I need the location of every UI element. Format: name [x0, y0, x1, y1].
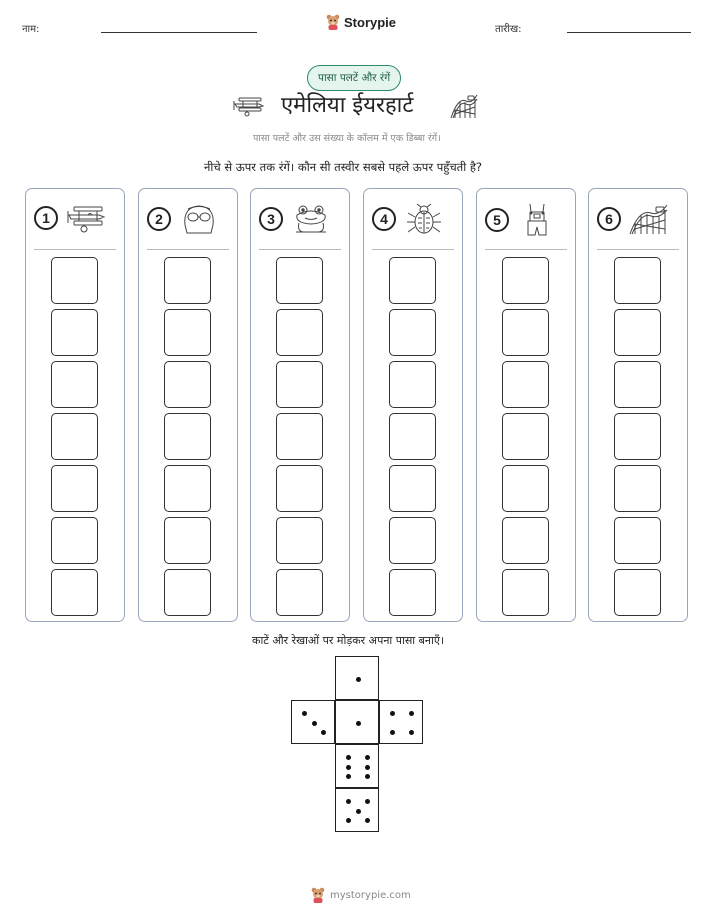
- die-face-top: [335, 656, 379, 700]
- roller-coaster-icon: [629, 203, 669, 235]
- color-boxes: [389, 257, 436, 621]
- color-box[interactable]: [164, 309, 211, 356]
- color-box[interactable]: [614, 413, 661, 460]
- column-divider: [147, 249, 229, 250]
- column-4: [363, 188, 463, 622]
- footer: [311, 887, 411, 903]
- die-face-lower: [335, 744, 379, 788]
- color-box[interactable]: [614, 569, 661, 616]
- die-pip: [356, 677, 361, 682]
- column-1: [25, 188, 125, 622]
- color-box[interactable]: [276, 413, 323, 460]
- color-box[interactable]: [614, 257, 661, 304]
- color-box[interactable]: [614, 517, 661, 564]
- subtitle: पासा पलटें और उस संख्या के कॉलम में एक डिब्बा रंगें।: [253, 133, 441, 144]
- color-box[interactable]: [614, 361, 661, 408]
- color-box[interactable]: [164, 413, 211, 460]
- column-number: 3: [259, 207, 283, 231]
- beetle-icon: [404, 203, 444, 235]
- die-face-bottom: [335, 788, 379, 832]
- color-box[interactable]: [502, 517, 549, 564]
- color-box[interactable]: [614, 465, 661, 512]
- column-number: 6: [597, 207, 621, 231]
- die-pip: [365, 755, 370, 760]
- date-line[interactable]: [567, 32, 691, 33]
- color-box[interactable]: [502, 257, 549, 304]
- page-title: एमेलिया ईयरहार्ट: [281, 93, 414, 118]
- color-box[interactable]: [51, 257, 98, 304]
- column-header: [597, 203, 669, 235]
- die-pip: [365, 799, 370, 804]
- die-pip: [356, 809, 361, 814]
- color-boxes: [51, 257, 98, 621]
- color-box[interactable]: [164, 569, 211, 616]
- activity-badge: पासा पलटें और रंगें: [307, 65, 401, 91]
- column-number: 4: [372, 207, 396, 231]
- bear-mascot-icon: [311, 887, 325, 903]
- die-pip: [409, 730, 414, 735]
- overalls-icon: [517, 203, 557, 237]
- color-boxes: [164, 257, 211, 621]
- color-box[interactable]: [276, 361, 323, 408]
- column-header: [34, 203, 106, 233]
- column-header: [485, 203, 557, 237]
- color-box[interactable]: [389, 465, 436, 512]
- aviator-helmet-icon: [179, 203, 219, 235]
- die-face-right: [379, 700, 423, 744]
- die-pip: [346, 755, 351, 760]
- column-2: [138, 188, 238, 622]
- color-box[interactable]: [276, 309, 323, 356]
- color-box[interactable]: [276, 257, 323, 304]
- column-header: [147, 203, 219, 235]
- column-divider: [485, 249, 567, 250]
- die-face-center: [335, 700, 379, 744]
- column-divider: [597, 249, 679, 250]
- color-box[interactable]: [51, 309, 98, 356]
- color-box[interactable]: [164, 517, 211, 564]
- brand-name: Storypie: [344, 14, 397, 30]
- color-box[interactable]: [276, 465, 323, 512]
- column-number: 2: [147, 207, 171, 231]
- biplane-icon: [66, 203, 106, 233]
- color-box[interactable]: [389, 361, 436, 408]
- column-6: [588, 188, 688, 622]
- column-header: [372, 203, 444, 235]
- die-pip: [356, 721, 361, 726]
- color-box[interactable]: [51, 569, 98, 616]
- column-header: [259, 203, 331, 235]
- roller-coaster-icon: [450, 93, 478, 119]
- color-box[interactable]: [276, 517, 323, 564]
- column-5: [476, 188, 576, 622]
- die-pip: [346, 818, 351, 823]
- column-divider: [34, 249, 116, 250]
- die-pip: [365, 774, 370, 779]
- bear-mascot-icon: [326, 14, 340, 30]
- color-boxes: [614, 257, 661, 621]
- column-number: 5: [485, 208, 509, 232]
- color-box[interactable]: [164, 465, 211, 512]
- die-pip: [365, 818, 370, 823]
- brand-logo: [326, 14, 396, 30]
- column-3: [250, 188, 350, 622]
- color-boxes: [502, 257, 549, 621]
- color-box[interactable]: [389, 257, 436, 304]
- color-box[interactable]: [389, 309, 436, 356]
- color-box[interactable]: [614, 309, 661, 356]
- die-pip: [346, 774, 351, 779]
- die-pip: [346, 765, 351, 770]
- color-box[interactable]: [502, 569, 549, 616]
- color-box[interactable]: [389, 569, 436, 616]
- name-line[interactable]: [101, 32, 257, 33]
- die-pip: [312, 721, 317, 726]
- cut-instruction: काटें और रेखाओं पर मोड़कर अपना पासा बनाएँ।: [252, 634, 445, 647]
- column-divider: [372, 249, 454, 250]
- color-box[interactable]: [502, 309, 549, 356]
- die-pip: [321, 730, 326, 735]
- color-box[interactable]: [51, 517, 98, 564]
- color-box[interactable]: [502, 413, 549, 460]
- color-box[interactable]: [502, 361, 549, 408]
- die-pip: [409, 711, 414, 716]
- color-box[interactable]: [164, 257, 211, 304]
- die-pip: [390, 711, 395, 716]
- color-box[interactable]: [389, 413, 436, 460]
- color-box[interactable]: [502, 465, 549, 512]
- die-pip: [302, 711, 307, 716]
- name-label: नाम:: [22, 24, 40, 35]
- color-box[interactable]: [164, 361, 211, 408]
- color-box[interactable]: [51, 361, 98, 408]
- column-number: 1: [34, 206, 58, 230]
- color-box[interactable]: [51, 413, 98, 460]
- die-pip: [390, 730, 395, 735]
- color-boxes: [276, 257, 323, 621]
- date-label: तारीख:: [495, 24, 522, 35]
- die-pip: [365, 765, 370, 770]
- die-pip: [346, 799, 351, 804]
- color-box[interactable]: [389, 517, 436, 564]
- footer-site[interactable]: mystorypie.com: [330, 889, 411, 901]
- biplane-icon: [233, 95, 265, 117]
- column-divider: [259, 249, 341, 250]
- instruction: नीचे से ऊपर तक रंगें। कौन सी तस्वीर सबसे पहले ऊपर पहुँचती है?: [204, 160, 483, 174]
- color-box[interactable]: [276, 569, 323, 616]
- frog-icon: [291, 203, 331, 235]
- color-box[interactable]: [51, 465, 98, 512]
- die-face-left: [291, 700, 335, 744]
